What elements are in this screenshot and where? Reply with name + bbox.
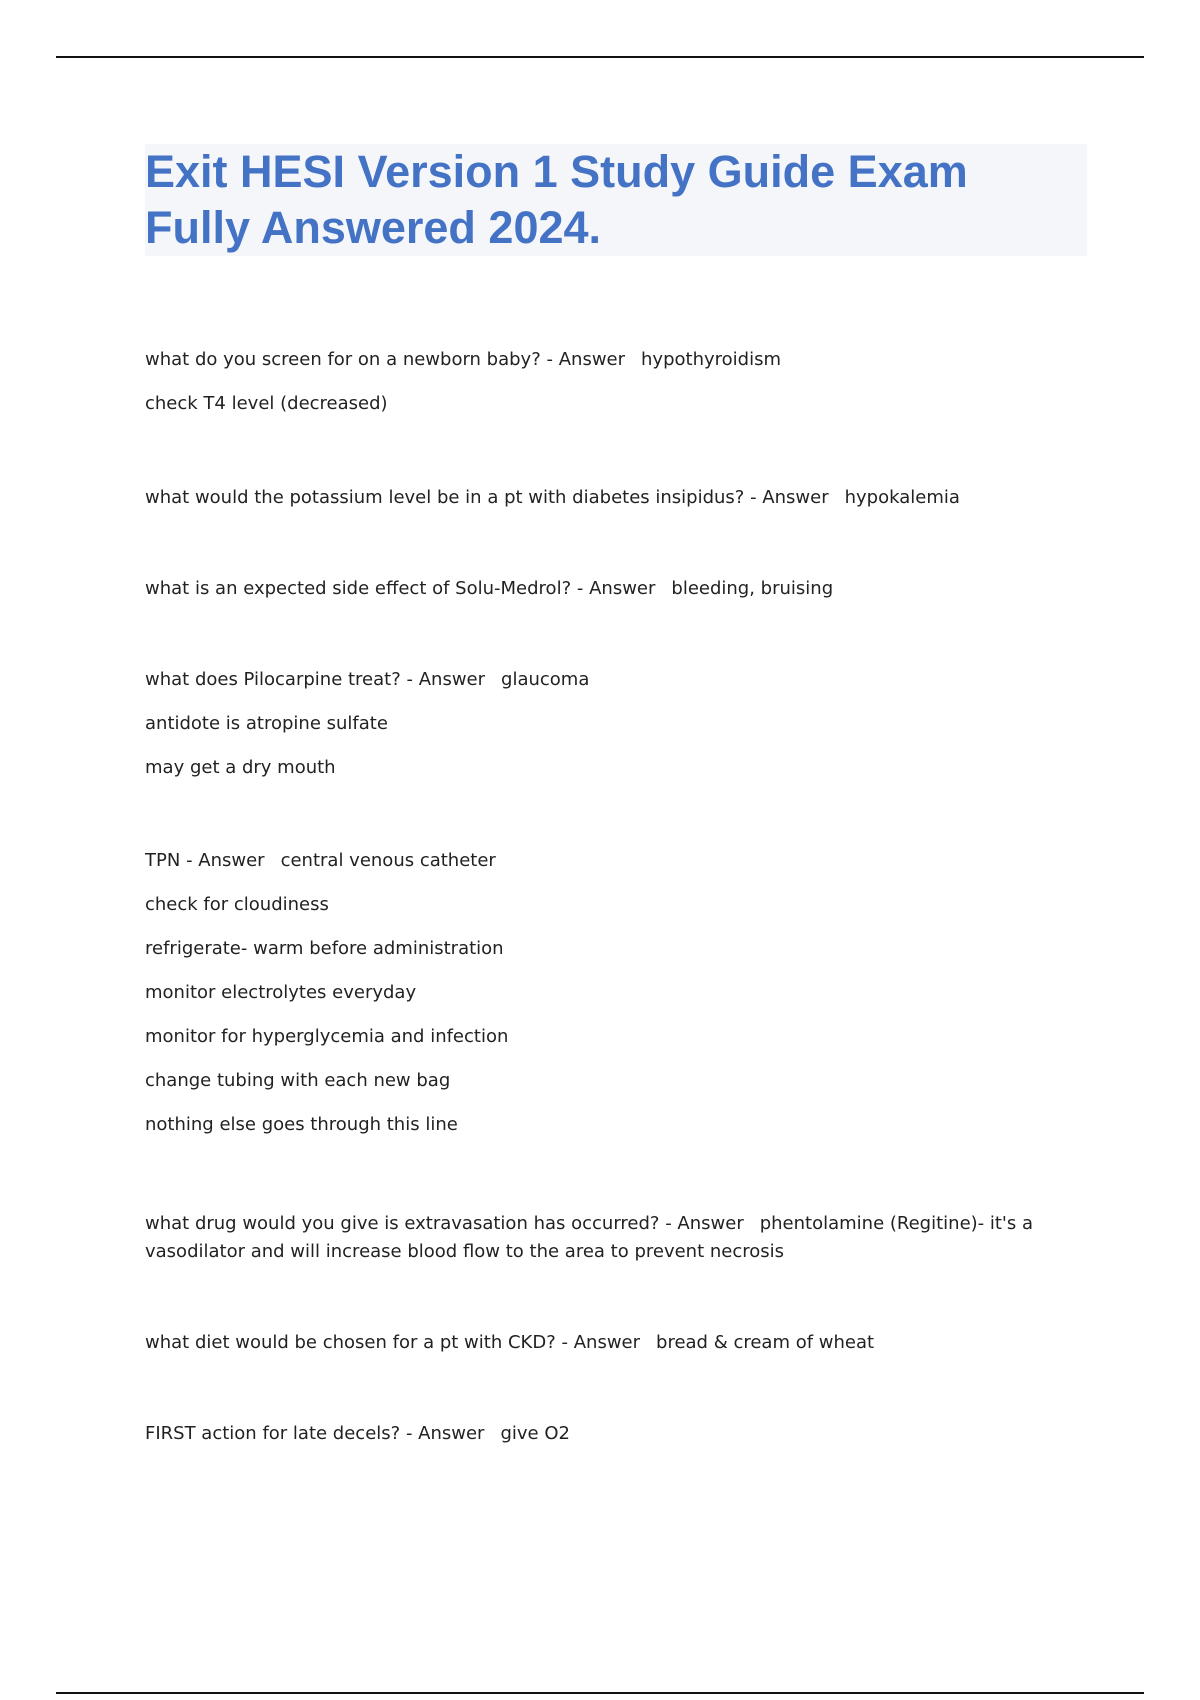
answer-marker: - Answer <box>406 669 486 690</box>
note-line: refrigerate- warm before administration <box>145 938 504 959</box>
question-text: what drug would you give is extravasation has occurred? <box>145 1213 660 1234</box>
answer-marker: - Answer <box>576 578 656 599</box>
title-block <box>145 144 1087 256</box>
answer-text: hypothyroidism <box>641 349 781 370</box>
qa-item <box>145 575 1065 603</box>
answer-text: hypokalemia <box>844 487 960 508</box>
question-text: what would the potassium level be in a pt with diabetes insipidus? <box>145 487 745 508</box>
qa-line <box>145 346 1065 374</box>
answer-text: phentolamine (Regitine)- it's a vasodilator and will increase blood flow to the area to prevent necrosis <box>145 1213 1034 1262</box>
note-line: antidote is atropine sulfate <box>145 713 388 734</box>
note-line: nothing else goes through this line <box>145 1114 458 1135</box>
answer-text: bread & cream of wheat <box>656 1332 875 1353</box>
question-text: what diet would be chosen for a pt with CKD? <box>145 1332 556 1353</box>
answer-text: bleeding, bruising <box>671 578 834 599</box>
qa-item <box>145 484 1065 512</box>
qa-item <box>145 1329 1065 1357</box>
answer-marker: - Answer <box>405 1423 485 1444</box>
qa-item <box>145 1210 1065 1266</box>
note-line: monitor electrolytes everyday <box>145 982 417 1003</box>
note-line: check T4 level (decreased) <box>145 393 388 414</box>
qa-item <box>145 1420 1065 1448</box>
qa-line <box>145 575 1065 603</box>
question-text: TPN <box>145 850 181 871</box>
qa-line <box>145 1420 1065 1448</box>
note-line: may get a dry mouth <box>145 757 336 778</box>
answer-marker: - Answer <box>665 1213 744 1234</box>
question-text: what is an expected side effect of Solu-Medrol? <box>145 578 572 599</box>
note-line: change tubing with each new bag <box>145 1070 451 1091</box>
answer-text: central venous catheter <box>280 850 496 871</box>
answer-marker: - Answer <box>186 850 265 871</box>
answer-text: give O2 <box>500 1423 570 1444</box>
title-line-2: Fully Answered 2024. <box>145 202 602 253</box>
answer-text: glaucoma <box>501 669 590 690</box>
title-line-1: Exit HESI Version 1 Study Guide Exam <box>145 146 968 197</box>
qa-line <box>145 484 1065 512</box>
qa-line <box>145 1329 1065 1357</box>
qa-item <box>145 346 1065 418</box>
answer-marker: - Answer <box>750 487 829 508</box>
qa-line <box>145 847 1065 875</box>
bottom-rule <box>56 1692 1144 1694</box>
qa-item <box>145 666 1065 782</box>
answer-marker: - Answer <box>561 1332 641 1353</box>
qa-item <box>145 847 1065 1139</box>
question-text: what do you screen for on a newborn baby? <box>145 349 541 370</box>
note-line: check for cloudiness <box>145 894 329 915</box>
qa-line <box>145 666 1065 694</box>
answer-marker: - Answer <box>546 349 626 370</box>
top-rule <box>56 56 1144 58</box>
qa-line <box>145 1210 1065 1266</box>
question-text: FIRST action for late decels? <box>145 1423 401 1444</box>
document-title <box>145 144 1087 256</box>
note-line: monitor for hyperglycemia and infection <box>145 1026 509 1047</box>
question-text: what does Pilocarpine treat? <box>145 669 401 690</box>
